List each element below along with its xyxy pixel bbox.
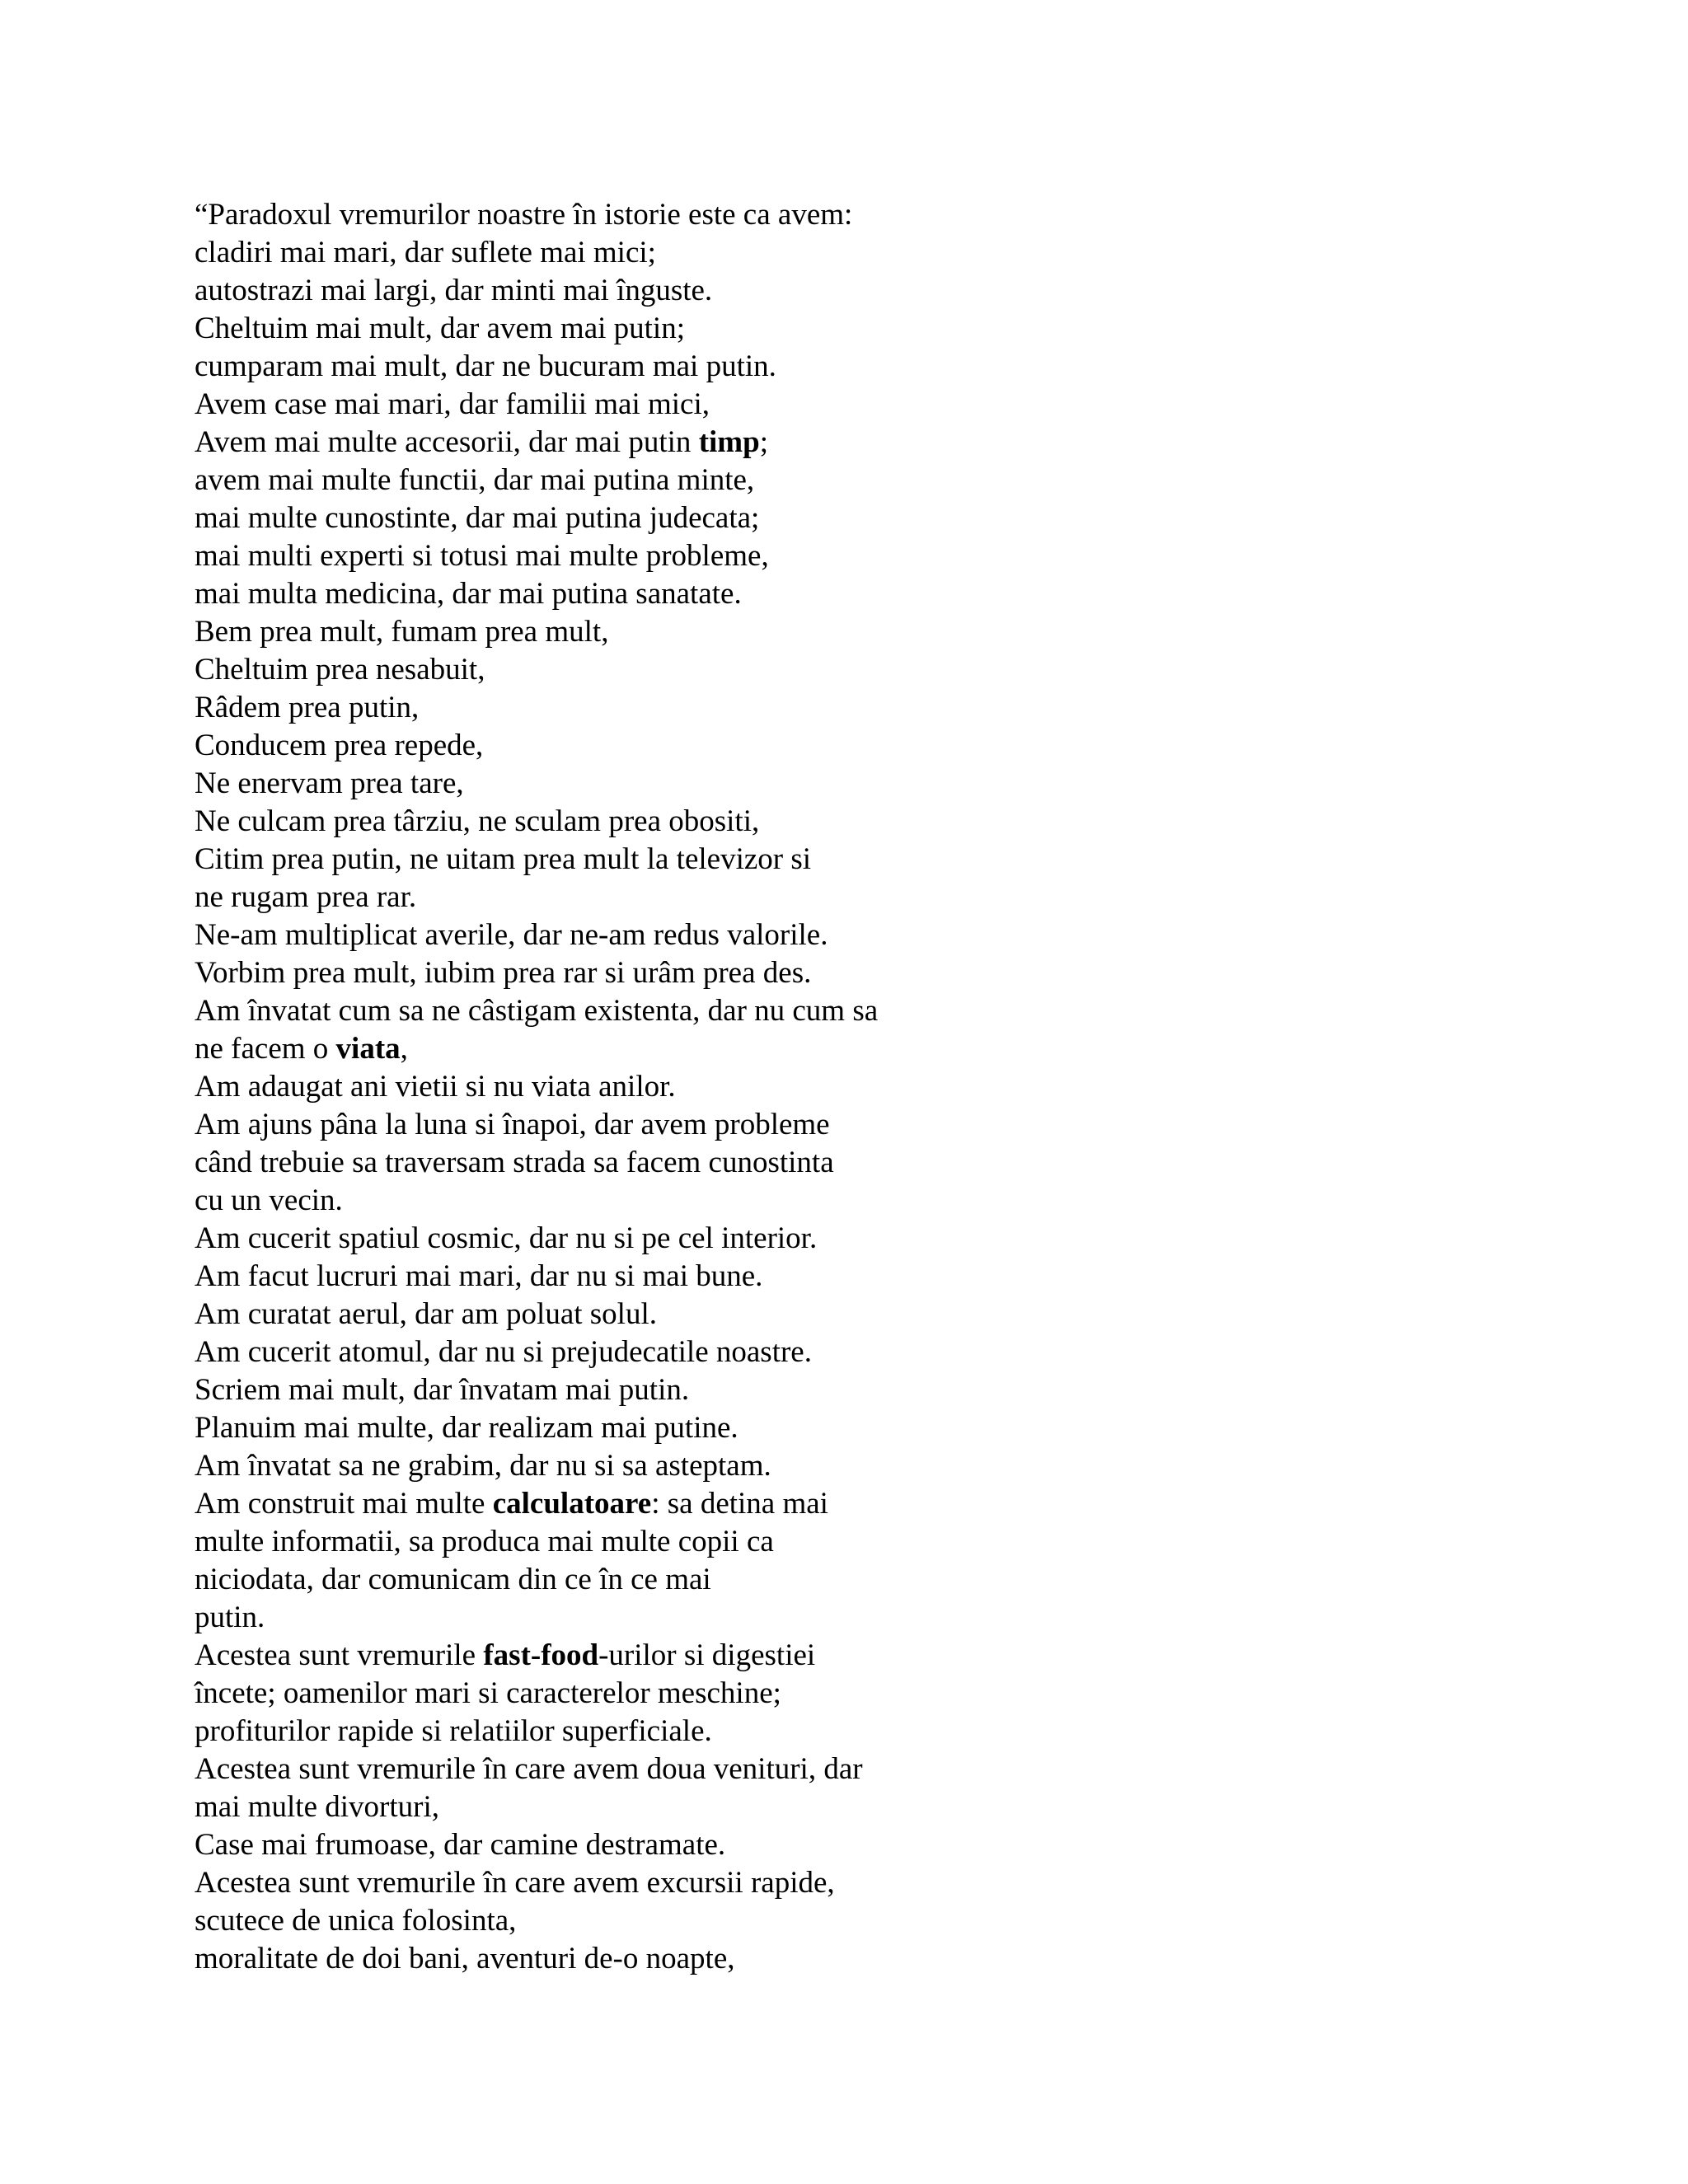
text-segment: multe informatii, sa produca mai multe copii ca <box>195 1525 774 1558</box>
text-line <box>195 234 1596 272</box>
text-line <box>195 1447 1596 1485</box>
text-segment: mai multi experti si totusi mai multe probleme, <box>195 539 769 573</box>
text-line <box>195 1371 1596 1409</box>
text-segment: mai multe cunostinte, dar mai putina judecata; <box>195 501 760 535</box>
text-segment: Cheltuim prea nesabuit, <box>195 653 485 687</box>
text-segment: Conducem prea repede, <box>195 729 484 762</box>
text-segment: Am cucerit spatiul cosmic, dar nu si pe cel interior. <box>195 1221 818 1255</box>
text-segment: Avem case mai mari, dar familii mai mici, <box>195 387 710 421</box>
text-line <box>195 348 1596 386</box>
text-line <box>195 1523 1596 1561</box>
text-segment: Acestea sunt vremurile în care avem excursii rapide, <box>195 1866 835 1900</box>
bold-phrase: timp <box>698 425 760 459</box>
text-segment: putin. <box>195 1601 265 1634</box>
text-segment: Am cucerit atomul, dar nu si prejudecatile noastre. <box>195 1335 812 1369</box>
text-line <box>195 462 1596 499</box>
text-segment: “Paradoxul vremurilor noastre în istorie este ca avem: <box>195 198 853 232</box>
text-line <box>195 1788 1596 1826</box>
text-segment: , <box>400 1032 408 1066</box>
text-segment: scutece de unica folosinta, <box>195 1904 517 1938</box>
text-line <box>195 1826 1596 1864</box>
text-segment: autostrazi mai largi, dar minti mai înguste. <box>195 274 713 307</box>
text-line <box>195 196 1596 234</box>
text-line <box>195 575 1596 613</box>
text-segment: mai multe divorturi, <box>195 1790 439 1824</box>
text-segment: Ne-am multiplicat averile, dar ne-am redus valorile. <box>195 918 828 952</box>
text-segment: Am facut lucruri mai mari, dar nu si mai bune. <box>195 1259 763 1293</box>
text-segment: Avem mai multe accesorii, dar mai putin <box>195 425 699 459</box>
text-line <box>195 1258 1596 1296</box>
text-segment: Citim prea putin, ne uitam prea mult la televizor si <box>195 842 812 876</box>
text-segment: avem mai multe functii, dar mai putina minte, <box>195 463 755 497</box>
text-segment: când trebuie sa traversam strada sa facem cunostinta <box>195 1146 834 1179</box>
text-segment: cladiri mai mari, dar suflete mai mici; <box>195 236 656 269</box>
text-line <box>195 1106 1596 1144</box>
text-segment: mai multa medicina, dar mai putina sanatate. <box>195 577 742 611</box>
text-line <box>195 1750 1596 1788</box>
text-segment: ne facem o <box>195 1032 336 1066</box>
text-segment: ne rugam prea rar. <box>195 880 417 914</box>
text-segment: : sa detina mai <box>651 1487 828 1521</box>
text-segment: profiturilor rapide si relatiilor superficiale. <box>195 1714 712 1748</box>
text-line <box>195 879 1596 916</box>
text-line <box>195 1144 1596 1182</box>
text-line <box>195 1713 1596 1750</box>
text-line <box>195 1675 1596 1713</box>
text-line <box>195 1637 1596 1675</box>
bold-phrase: viata <box>335 1032 401 1066</box>
text-line <box>195 1561 1596 1599</box>
text-segment: ; <box>759 425 768 459</box>
text-segment: Am ajuns pâna la luna si înapoi, dar avem probleme <box>195 1108 830 1141</box>
text-segment: Cheltuim mai mult, dar avem mai putin; <box>195 312 685 345</box>
text-segment: Ne culcam prea târziu, ne sculam prea obositi, <box>195 804 760 838</box>
text-line <box>195 1409 1596 1447</box>
text-line <box>195 841 1596 879</box>
text-line <box>195 1068 1596 1106</box>
text-line <box>195 803 1596 841</box>
text-line <box>195 1864 1596 1902</box>
text-segment: Bem prea mult, fumam prea mult, <box>195 615 609 649</box>
text-line <box>195 916 1596 954</box>
bold-phrase: calculatoare <box>492 1487 652 1521</box>
text-segment: Am construit mai multe <box>195 1487 493 1521</box>
text-segment: Scriem mai mult, dar învatam mai putin. <box>195 1373 690 1407</box>
text-line <box>195 1296 1596 1333</box>
text-line <box>195 727 1596 765</box>
text-segment: Vorbim prea mult, iubim prea rar si urâm prea des. <box>195 956 812 990</box>
text-line <box>195 1940 1596 1978</box>
text-segment: -urilor si digestiei <box>598 1638 816 1672</box>
text-line <box>195 613 1596 651</box>
text-line <box>195 1220 1596 1258</box>
text-segment: Am adaugat ani vietii si nu viata anilor. <box>195 1070 676 1104</box>
text-segment: Ne enervam prea tare, <box>195 766 464 800</box>
text-line <box>195 765 1596 803</box>
text-segment: Am învatat cum sa ne câstigam existenta, dar nu cum sa <box>195 994 879 1028</box>
text-segment: cumparam mai mult, dar ne bucuram mai putin. <box>195 349 776 383</box>
text-segment: încete; oamenilor mari si caracterelor meschine; <box>195 1676 781 1710</box>
text-line <box>195 1902 1596 1940</box>
text-segment: niciodata, dar comunicam din ce în ce mai <box>195 1563 711 1596</box>
text-line <box>195 386 1596 424</box>
text-line <box>195 272 1596 310</box>
text-line <box>195 1030 1596 1068</box>
bold-phrase: fast-food <box>483 1638 599 1672</box>
poem-text-block <box>195 196 1596 1978</box>
text-line <box>195 992 1596 1030</box>
text-segment: Acestea sunt vremurile <box>195 1638 484 1672</box>
text-segment: Am învatat sa ne grabim, dar nu si sa asteptam. <box>195 1449 771 1483</box>
text-line <box>195 1182 1596 1220</box>
text-segment: Am curatat aerul, dar am poluat solul. <box>195 1297 657 1331</box>
text-segment: moralitate de doi bani, aventuri de-o noapte, <box>195 1942 735 1975</box>
text-segment: Acestea sunt vremurile în care avem doua venituri, dar <box>195 1752 863 1786</box>
text-line <box>195 1485 1596 1523</box>
text-segment: Planuim mai multe, dar realizam mai putine. <box>195 1411 738 1445</box>
text-line <box>195 954 1596 992</box>
text-line <box>195 689 1596 727</box>
text-line <box>195 651 1596 689</box>
text-segment: Case mai frumoase, dar camine destramate. <box>195 1828 726 1862</box>
text-line <box>195 310 1596 348</box>
text-line <box>195 537 1596 575</box>
text-line <box>195 424 1596 462</box>
text-line <box>195 499 1596 537</box>
text-segment: Râdem prea putin, <box>195 691 420 724</box>
text-line <box>195 1333 1596 1371</box>
text-line <box>195 1599 1596 1637</box>
text-segment: cu un vecin. <box>195 1183 343 1217</box>
